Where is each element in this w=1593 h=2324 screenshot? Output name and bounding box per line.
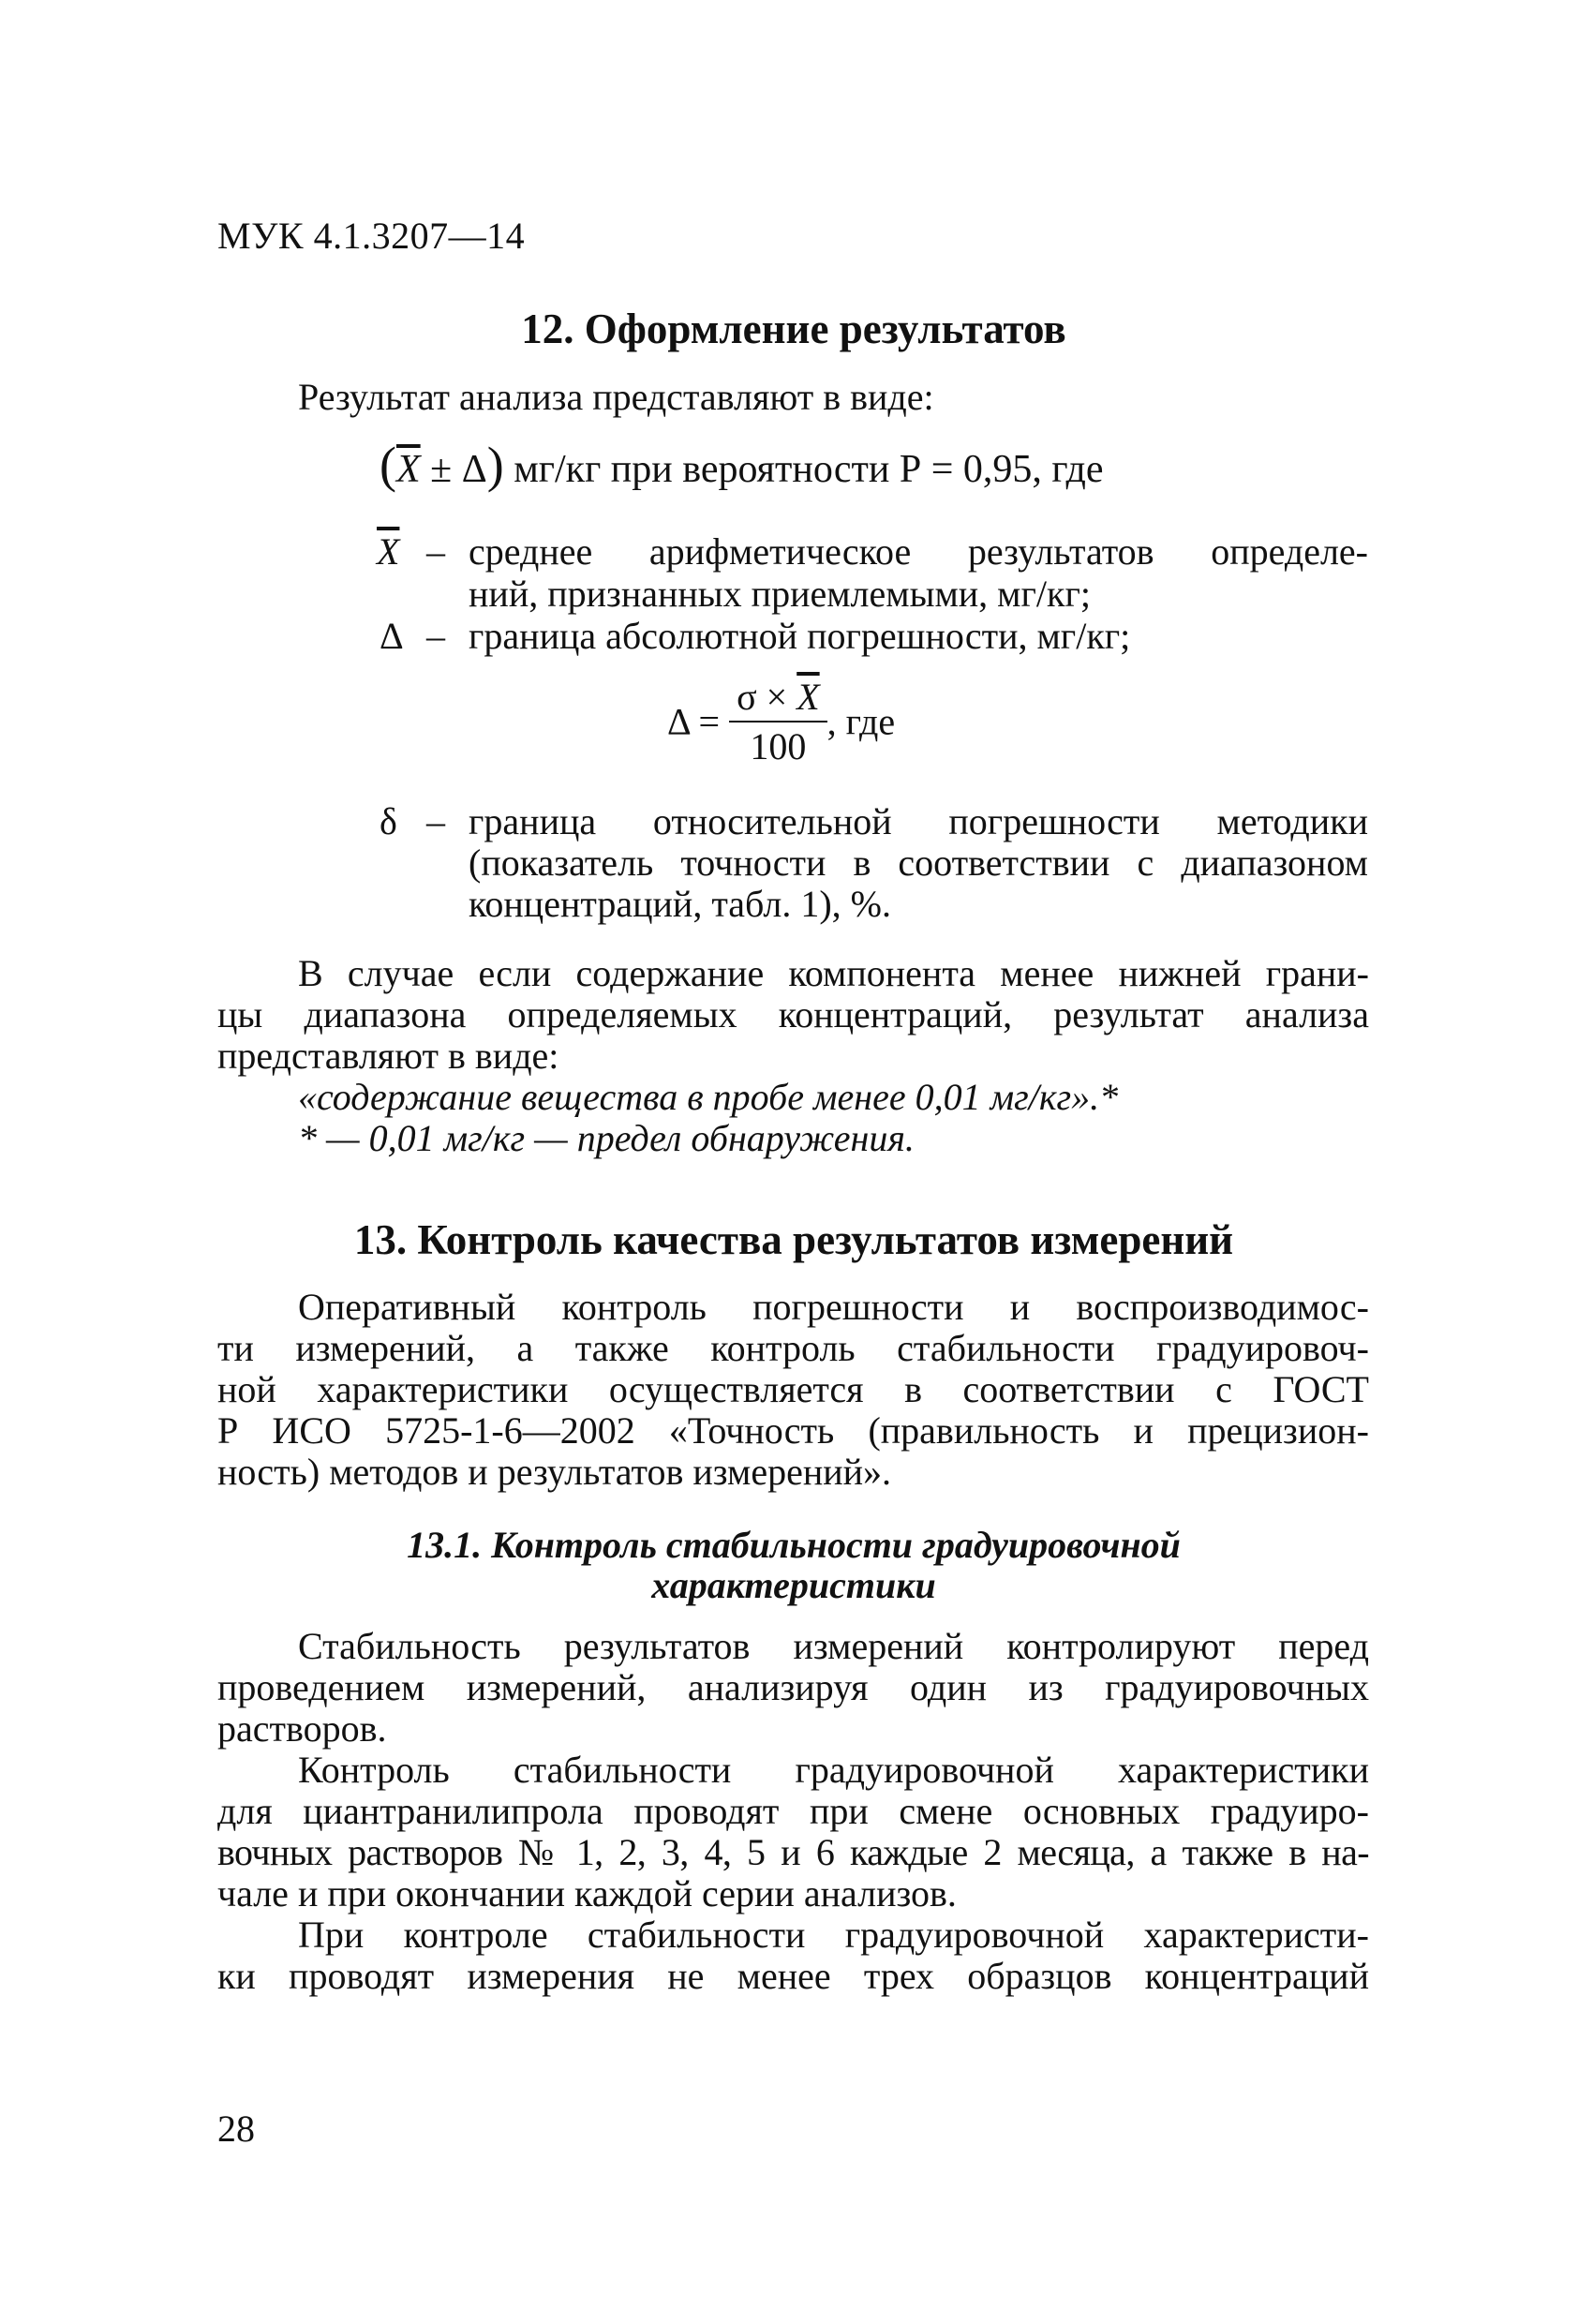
delta-numerator	[729, 677, 827, 723]
p4-line1: При контроле стабильности градуировочной характеристи-	[298, 1914, 1369, 1956]
p3-line1: Контроль стабильности градуировочной характеристики	[298, 1749, 1369, 1791]
italic-line2: * — 0,01 мг/кг — предел обнаружения.	[298, 1117, 915, 1159]
def-sigma-line1: граница относительной погрешности методики	[469, 800, 1368, 842]
def-sigma-line2: (показатель точности в соответствии с диапазоном	[469, 842, 1368, 884]
delta-lhs: Δ =	[667, 700, 721, 743]
def-delta-symbol: Δ	[380, 615, 404, 657]
p1-line4: Р ИСО 5725-1-6—2002 «Точность (правильность и прецизион-	[217, 1409, 1369, 1452]
paren-open: (	[380, 437, 396, 493]
p1-line1: Оперативный контроль погрешности и воспроизводимос-	[298, 1286, 1369, 1328]
p2-line2: проведением измерений, анализируя один из градуировочных	[217, 1666, 1369, 1708]
paren-close: )	[486, 437, 504, 493]
p2-line3: растворов.	[217, 1707, 387, 1750]
para-line3: представляют в виде:	[217, 1035, 559, 1077]
def-sigma-dash: –	[426, 800, 445, 842]
def-sigma-symbol: δ	[380, 800, 397, 842]
x-mean-symbol: $\overline{X}$	[395, 448, 421, 491]
page-number: 28	[217, 2108, 255, 2150]
para-line1: В случае если содержание компонента менее нижней грани-	[298, 952, 1369, 994]
def-x-dash: –	[426, 530, 445, 573]
section-13-title: 13. Контроль качества результатов измерений	[353, 1216, 1234, 1263]
result-formula	[380, 437, 1104, 493]
formula-rest: мг/кг при вероятности Р = 0,95, где	[503, 448, 1104, 491]
p1-line3: ной характеристики осуществляется в соответствии с ГОСТ	[217, 1368, 1369, 1410]
p3-line2: для циантранилипрола проводят при смене основных градуиро-	[217, 1790, 1369, 1832]
section-12-title: 12. Оформление результатов	[521, 305, 1066, 352]
p1-line5: ность) методов и результатов измерений».	[217, 1451, 892, 1493]
def-x-symbol: $\overline{X}$	[377, 530, 400, 573]
p4-line2: ки проводят измерения не менее трех образцов концентраций	[217, 1955, 1369, 1997]
def-sigma-line3: концентраций, табл. 1), %.	[469, 883, 891, 925]
subsection-title-line2: характеристики	[651, 1564, 936, 1606]
delta-suffix: , где	[826, 700, 896, 743]
p3-line4: чале и при окончании каждой серии анализов.	[217, 1872, 957, 1914]
def-delta-text: граница абсолютной погрешности, мг/кг;	[469, 615, 1131, 657]
p3-line3: вочных растворов № 1, 2, 3, 4, 5 и 6 каждые 2 месяца, а также в на-	[217, 1831, 1369, 1873]
def-x-line1: среднее арифметическое результатов определе-	[469, 530, 1368, 573]
sigma-times: σ ×	[737, 676, 797, 718]
delta-denominator: 100	[750, 725, 807, 767]
def-delta-dash: –	[426, 615, 445, 657]
result-intro: Результат анализа представляют в виде:	[298, 376, 934, 418]
italic-line1: «содержание вещества в пробе менее 0,01 мг/кг».*	[298, 1076, 1119, 1118]
p1-line2: ти измерений, а также контроль стабильности градуировоч-	[217, 1327, 1369, 1369]
document-code: МУК 4.1.3207—14	[217, 215, 526, 257]
para-line2: цы диапазона определяемых концентраций, результат анализа	[217, 993, 1369, 1035]
pm-delta: ± Δ	[420, 448, 487, 491]
subsection-title-line1: 13.1. Контроль стабильности градуировочной	[407, 1524, 1181, 1566]
delta-formula	[667, 677, 895, 767]
delta-fraction	[729, 677, 827, 767]
x-mean-num: $\overline{X}$	[796, 676, 820, 718]
p2-line1: Стабильность результатов измерений контролируют перед	[298, 1625, 1369, 1667]
def-x-line2: ний, признанных приемлемыми, мг/кг;	[469, 573, 1091, 615]
